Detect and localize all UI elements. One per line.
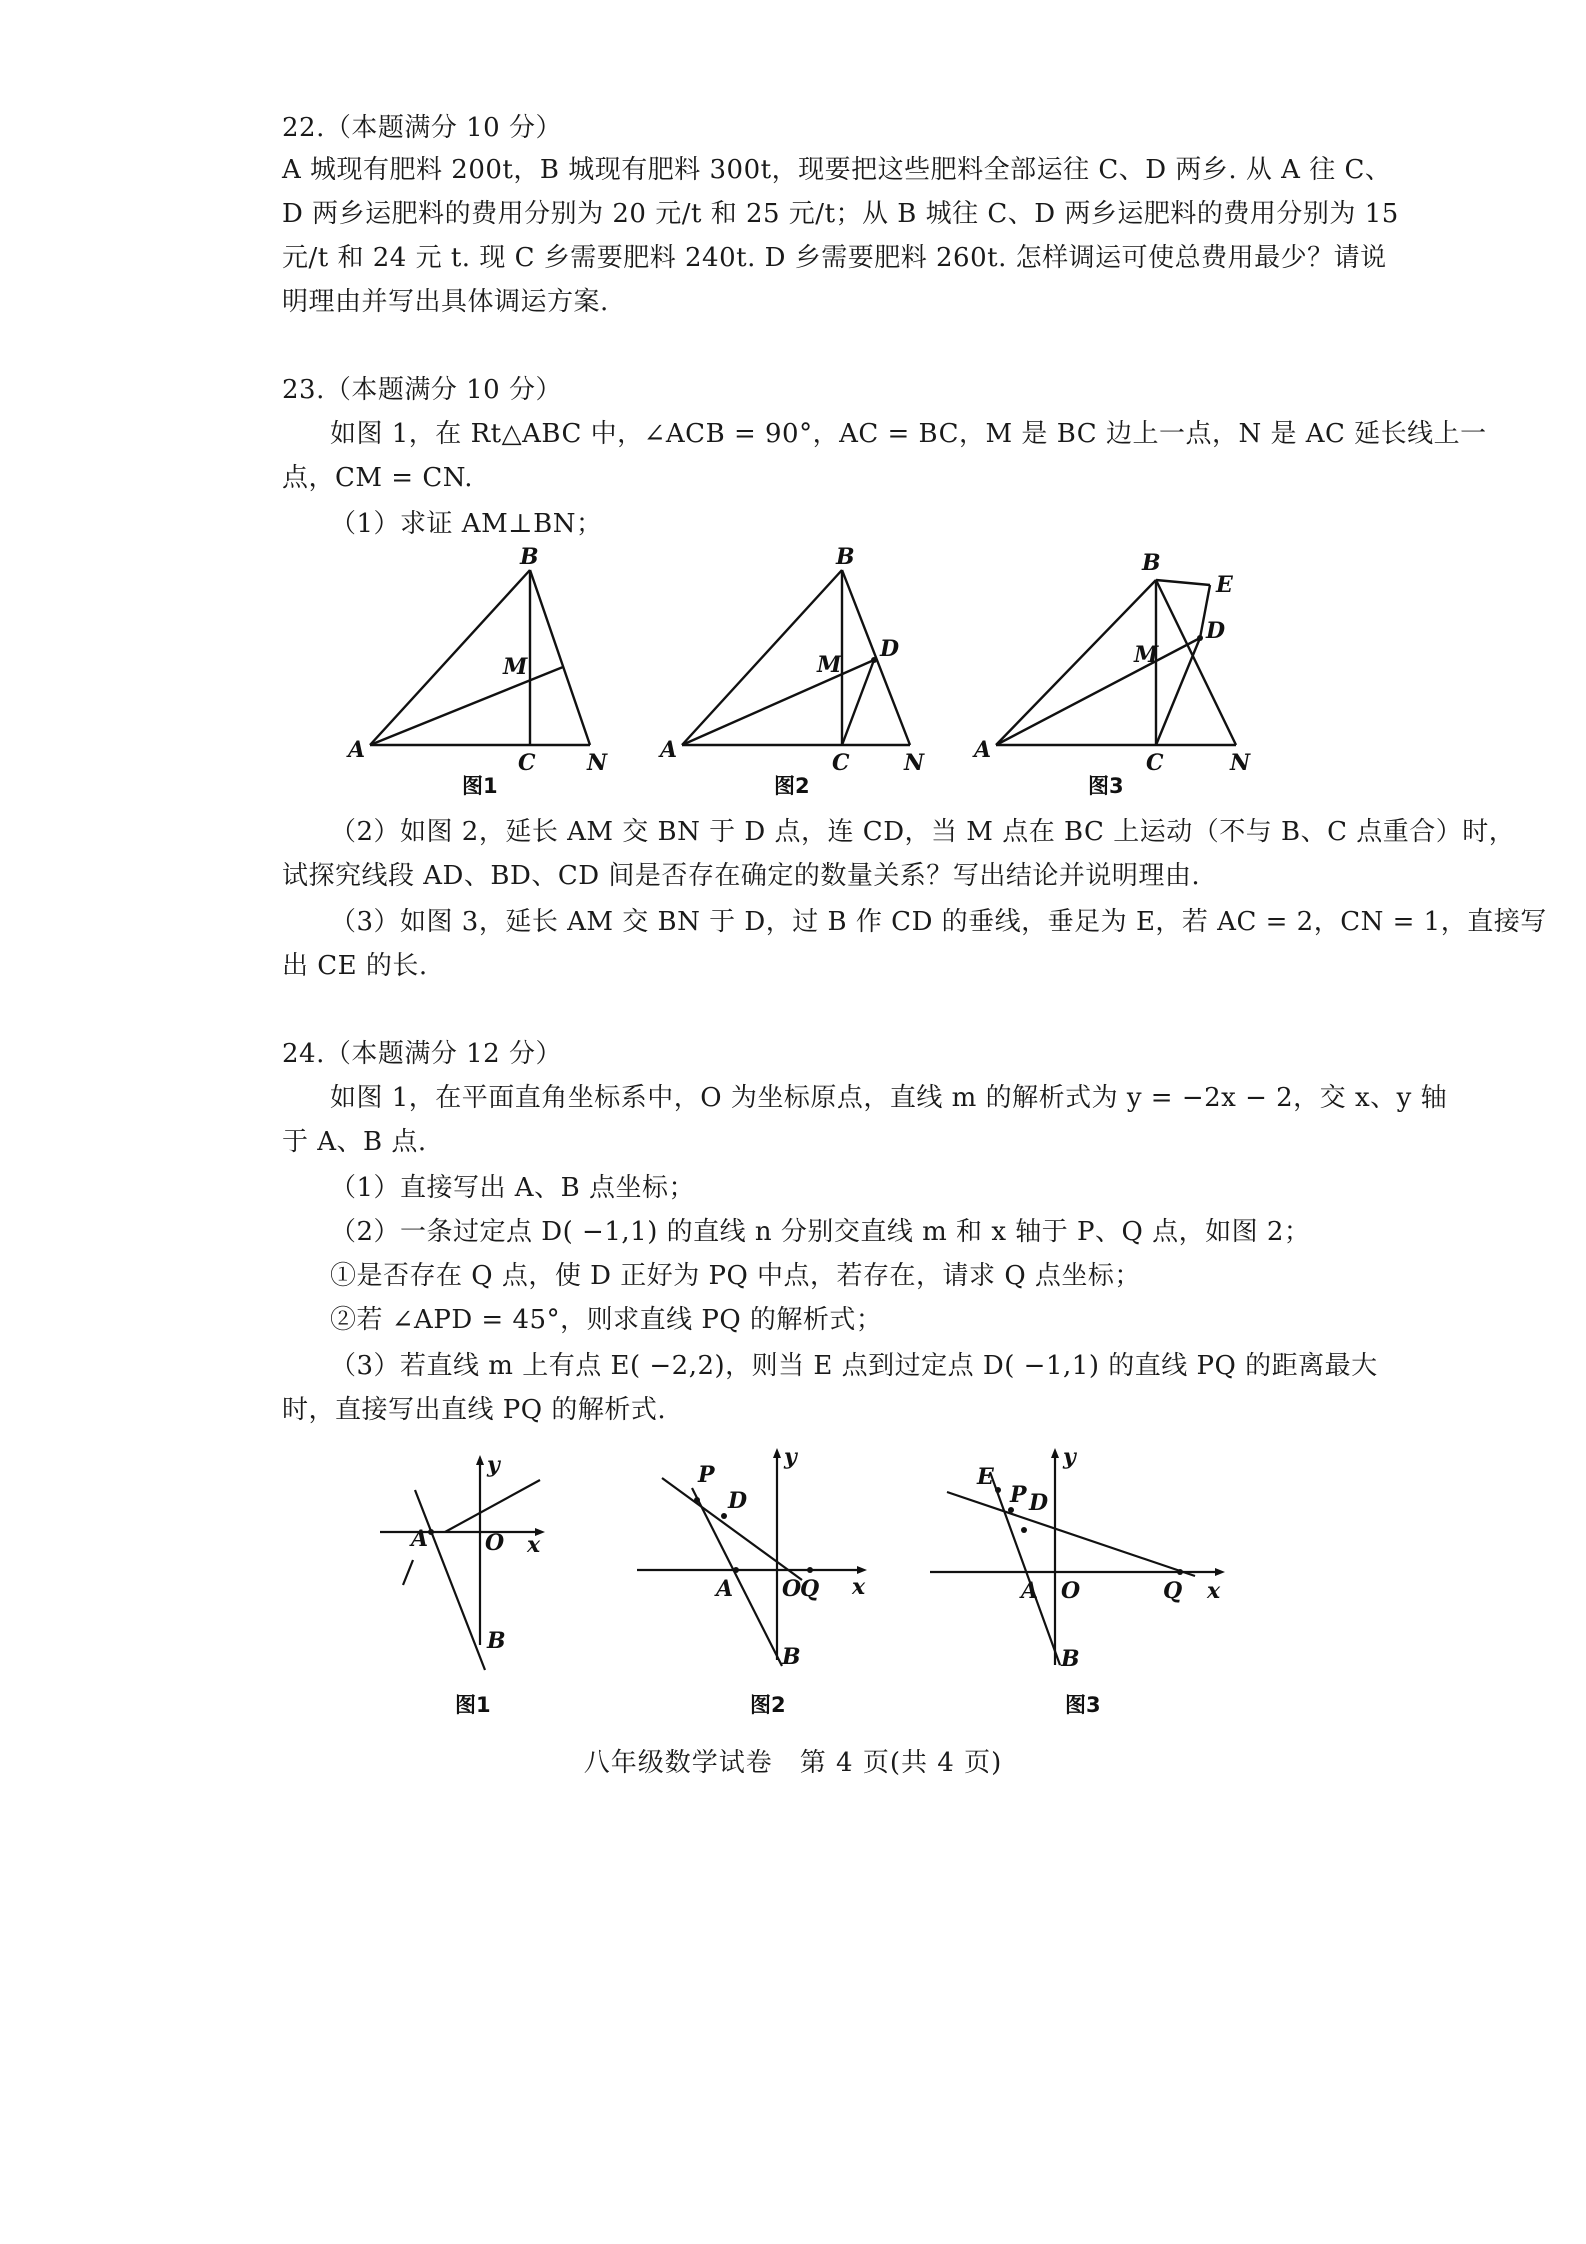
fig24-1-label-A: A [411,1526,429,1552]
fig24-2-label-B: B [782,1644,801,1670]
fig1-label-A: A [348,737,366,763]
fig2-label-D: D [880,636,900,662]
fig24-3-label-B: B [1061,1646,1080,1672]
fig2-label-B: B [836,544,855,570]
fig24-3-label-E: E [977,1464,994,1490]
q23-figure-1 [348,544,610,798]
fig24-3-label-y: y [1063,1444,1076,1470]
q23-part2-1: （2）如图 2，延长 AM 交 BN 于 D 点，连 CD，当 M 点在 BC 上运动（不与 B、C 点重合）时， [330,817,1516,847]
fig24-3-caption: 图3 [1065,1693,1101,1717]
q24-intro-1: 如图 1，在平面直角坐标系中，O 为坐标原点，直线 m 的解析式为 y = −2x − 2，交 x、y 轴 [330,1083,1448,1113]
q24-part-2-2: ②若 ∠APD = 45°，则求直线 PQ 的解析式； [330,1305,883,1335]
fig24-2-label-Q: Q [800,1576,820,1602]
fig2-label-N: N [904,750,925,776]
fig24-1-label-x: x [527,1532,541,1558]
fig2-label-M: M [817,652,842,678]
q24-part-3-2: 时，直接写出直线 PQ 的解析式. [282,1395,667,1425]
fig24-3-label-A: A [1021,1578,1039,1604]
fig24-1-label-y: y [487,1452,500,1478]
q24-header: 24.（本题满分 12 分） [282,1039,562,1069]
fig24-2-label-y: y [784,1444,797,1470]
q23-part3-1: （3）如图 3，延长 AM 交 BN 于 D，过 B 作 CD 的垂线，垂足为 E，若 AC = 2，CN = 1，直接写 [330,907,1547,937]
fig3-caption: 图3 [1088,774,1124,798]
fig24-2-label-A: A [716,1576,734,1602]
page-footer: 八年级数学试卷 第 4 页(共 4 页) [583,1748,1003,1778]
q23-figure-3 [974,550,1251,798]
q23-part2-2: 试探究线段 AD、BD、CD 间是否存在确定的数量关系？写出结论并说明理由. [282,861,1201,891]
fig24-2-label-O: O [782,1576,802,1602]
q24-part-3-1: （3）若直线 m 上有点 E( −2,2)，则当 E 点到过定点 D( −1,1) 的直线 PQ 的距离最大 [330,1351,1378,1381]
fig24-2-label-x: x [852,1574,866,1600]
fig24-2-label-D: D [728,1488,748,1514]
q22-line-3: 元/t 和 24 元 t. 现 C 乡需要肥料 240t. D 乡需要肥料 260t. 怎样调运可使总费用最少？请说 [282,243,1387,273]
fig24-2-caption: 图2 [750,1693,786,1717]
fig2-label-A: A [660,737,678,763]
fig24-3-label-P: P [1010,1482,1027,1508]
q24-part-2: （2）一条过定点 D( −1,1) 的直线 n 分别交直线 m 和 x 轴于 P、Q 点，如图 2； [330,1217,1311,1247]
fig1-caption: 图1 [462,774,498,798]
fig24-3-label-O: O [1061,1578,1081,1604]
fig1-label-B: B [520,544,539,570]
q24-part-1: （1）直接写出 A、B 点坐标； [330,1173,695,1203]
fig2-label-C: C [832,750,850,776]
fig24-3-label-x: x [1207,1578,1221,1604]
q24-figure-1 [375,1450,555,1720]
q23-part1: （1）求证 AM⊥BN； [330,509,603,539]
q22-line-2: D 两乡运肥料的费用分别为 20 元/t 和 25 元/t；从 B 城往 C、D 两乡运肥料的费用分别为 15 [282,199,1399,229]
q24-intro-2: 于 A、B 点. [282,1127,427,1157]
q22-header: 22.（本题满分 10 分） [282,113,562,143]
fig24-1-label-B: B [487,1628,506,1654]
q24-figure-2 [632,1444,872,1720]
fig3-label-N: N [1230,750,1251,776]
q24-figure-3 [925,1444,1225,1720]
fig24-3-label-Q: Q [1163,1578,1183,1604]
fig3-label-M: M [1134,642,1159,668]
fig3-label-E: E [1216,572,1233,598]
fig24-1-label-O: O [485,1530,505,1556]
q22-line-4: 明理由并写出具体调运方案. [282,287,609,317]
fig1-label-C: C [518,750,536,776]
fig1-label-M: M [503,654,528,680]
fig24-3-label-D: D [1029,1490,1049,1516]
fig3-label-A: A [974,737,992,763]
fig3-label-B: B [1142,550,1161,576]
fig24-1-caption: 图1 [455,1693,491,1717]
fig24-2-label-P: P [698,1462,715,1488]
fig3-label-D: D [1206,618,1226,644]
fig1-label-N: N [587,750,608,776]
q23-part3-2: 出 CE 的长. [282,951,428,981]
fig3-label-C: C [1146,750,1164,776]
q24-part-2-1: ①是否存在 Q 点，使 D 正好为 PQ 中点，若存在，请求 Q 点坐标； [330,1261,1141,1291]
q23-intro-2: 点，CM = CN. [282,463,474,493]
q22-line-1: A 城现有肥料 200t，B 城现有肥料 300t，现要把这些肥料全部运往 C、D 两乡. 从 A 往 C、 [282,155,1392,185]
q23-header: 23.（本题满分 10 分） [282,375,562,405]
fig2-caption: 图2 [774,774,810,798]
q23-figure-2 [660,544,925,798]
q23-intro-1: 如图 1，在 Rt△ABC 中，∠ACB = 90°，AC = BC，M 是 BC 边上一点，N 是 AC 延长线上一 [330,419,1487,449]
